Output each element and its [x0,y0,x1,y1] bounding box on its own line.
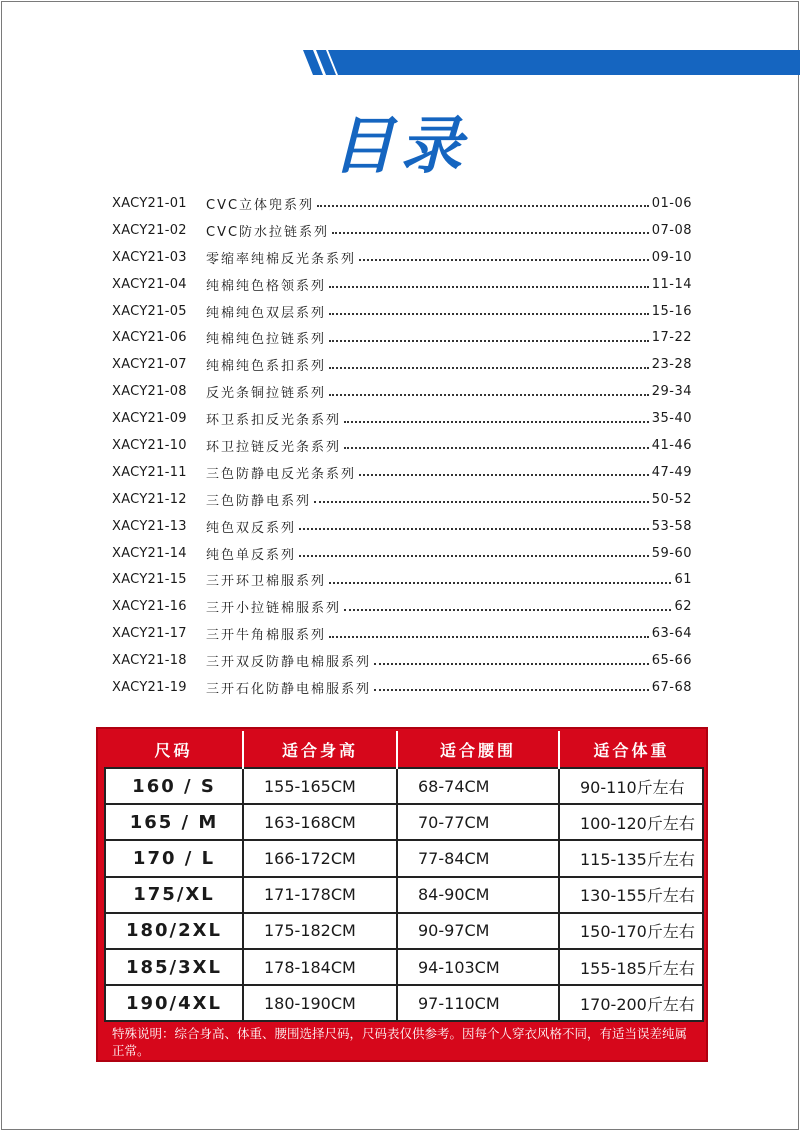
toc-code: XACY21-10 [112,437,187,453]
size-cell: 180/2XL [105,913,243,949]
toc-pages: 62 [674,599,692,615]
toc-name: 零缩率纯棉反光条系列 [206,251,357,267]
toc-pages: 50-52 [651,491,692,507]
toc-entry[interactable] [112,486,692,513]
table-row [105,804,703,840]
toc-leader-dots [329,367,649,369]
toc-pages: 53-58 [651,518,692,534]
height-cell: 155-165CM [243,768,397,804]
toc-pages: 61 [674,572,692,588]
weight-cell: 100-120斤左右 [559,804,703,840]
table-row [105,877,703,913]
header-waist: 适合腰围 [397,731,559,768]
waist-cell: 97-110CM [397,985,559,1021]
toc-pages: 07-08 [651,222,692,238]
toc-leader-dots [359,259,649,261]
toc-leader-dots [329,313,649,315]
toc-entry[interactable] [112,566,692,593]
toc-code: XACY21-06 [112,330,187,346]
toc-leader-dots [329,582,671,584]
toc-entry[interactable] [112,217,692,244]
toc-name: 反光条铜拉链系列 [206,386,327,402]
toc-pages: 17-22 [651,330,692,346]
toc-name: 三开石化防静电棉服系列 [206,681,372,697]
header-height: 适合身高 [243,731,397,768]
size-cell: 185/3XL [105,949,243,985]
height-cell: 178-184CM [243,949,397,985]
toc-name: 三开环卫棉服系列 [206,574,327,590]
toc-entry[interactable] [112,593,692,620]
size-cell: 190/4XL [105,985,243,1021]
toc-leader-dots [299,528,649,530]
toc-entry[interactable] [112,244,692,271]
toc-name: 环卫拉链反光条系列 [206,439,342,455]
header-weight: 适合体重 [559,731,703,768]
toc-leader-dots [299,555,649,557]
table-row [105,840,703,876]
toc-leader-dots [329,636,649,638]
toc-code: XACY21-12 [112,491,187,507]
toc-leader-dots [374,689,649,691]
toc-entry[interactable] [112,513,692,540]
size-table-header [105,731,703,768]
height-cell: 166-172CM [243,840,397,876]
toc-pages: 15-16 [651,303,692,319]
toc-pages: 41-46 [651,437,692,453]
table-of-contents [112,190,692,701]
waist-cell: 90-97CM [397,913,559,949]
toc-entry[interactable] [112,459,692,486]
toc-leader-dots [374,663,649,665]
toc-pages: 29-34 [651,384,692,400]
toc-leader-dots [344,447,649,449]
height-cell: 180-190CM [243,985,397,1021]
toc-entry[interactable] [112,432,692,459]
weight-cell: 155-185斤左右 [559,949,703,985]
toc-name: 三开双反防静电棉服系列 [206,655,372,671]
toc-pages: 11-14 [651,276,692,292]
table-row [105,985,703,1021]
size-chart [96,727,708,1062]
toc-entry[interactable] [112,405,692,432]
toc-pages: 23-28 [651,357,692,373]
waist-cell: 70-77CM [397,804,559,840]
toc-name: 环卫系扣反光条系列 [206,413,342,429]
toc-name: 三色防静电反光条系列 [206,466,357,482]
toc-code: XACY21-15 [112,572,187,588]
toc-code: XACY21-04 [112,276,187,292]
toc-entry[interactable] [112,378,692,405]
toc-entry[interactable] [112,190,692,217]
toc-code: XACY21-08 [112,384,187,400]
size-cell: 170 / L [105,840,243,876]
toc-pages: 63-64 [651,626,692,642]
toc-entry[interactable] [112,324,692,351]
table-row [105,768,703,804]
toc-name: CVC立体兜系列 [206,197,315,213]
toc-code: XACY21-11 [112,464,187,480]
toc-leader-dots [317,205,649,207]
toc-leader-dots [344,421,649,423]
toc-name: 纯棉纯色系扣系列 [206,359,327,375]
waist-cell: 94-103CM [397,949,559,985]
toc-name: 纯棉纯色拉链系列 [206,332,327,348]
height-cell: 163-168CM [243,804,397,840]
weight-cell: 130-155斤左右 [559,877,703,913]
toc-entry[interactable] [112,271,692,298]
toc-code: XACY21-07 [112,357,187,373]
toc-name: 三开牛角棉服系列 [206,628,327,644]
toc-name: 纯色单反系列 [206,547,297,563]
header-stripes [0,0,800,90]
waist-cell: 77-84CM [397,840,559,876]
toc-code: XACY21-18 [112,653,187,669]
toc-code: XACY21-02 [112,222,187,238]
size-table [104,731,704,1022]
size-cell: 165 / M [105,804,243,840]
toc-pages: 47-49 [651,464,692,480]
toc-name: 三色防静电系列 [206,493,312,509]
toc-code: XACY21-19 [112,679,187,695]
toc-pages: 35-40 [651,411,692,427]
toc-leader-dots [329,394,649,396]
waist-cell: 68-74CM [397,768,559,804]
toc-leader-dots [329,340,649,342]
weight-cell: 150-170斤左右 [559,913,703,949]
height-cell: 175-182CM [243,913,397,949]
page-title: 目录 [331,109,468,182]
stripe-main-band [328,50,800,75]
toc-code: XACY21-05 [112,303,187,319]
toc-leader-dots [314,501,649,503]
header-size: 尺码 [105,731,243,768]
toc-entry[interactable] [112,298,692,325]
toc-entry[interactable] [112,647,692,674]
toc-pages: 59-60 [651,545,692,561]
toc-leader-dots [332,232,649,234]
toc-entry[interactable] [112,674,692,701]
special-note: 特殊说明：综合身高、体重、腰围选择尺码，尺码表仅供参考。因每个人穿衣风格不同，有适当误差纯属正常。 [112,1026,688,1058]
toc-leader-dots [329,286,649,288]
table-row [105,949,703,985]
height-cell: 171-178CM [243,877,397,913]
toc-pages: 09-10 [651,249,692,265]
toc-code: XACY21-01 [112,195,187,211]
toc-code: XACY21-14 [112,545,187,561]
size-cell: 160 / S [105,768,243,804]
table-row [105,913,703,949]
toc-code: XACY21-09 [112,411,187,427]
toc-leader-dots [344,609,671,611]
waist-cell: 84-90CM [397,877,559,913]
weight-cell: 90-110斤左右 [559,768,703,804]
toc-code: XACY21-13 [112,518,187,534]
toc-name: 纯色双反系列 [206,520,297,536]
toc-entry[interactable] [112,540,692,567]
toc-entry[interactable] [112,620,692,647]
toc-code: XACY21-17 [112,626,187,642]
toc-name: CVC防水拉链系列 [206,224,330,240]
toc-entry[interactable] [112,351,692,378]
toc-pages: 65-66 [651,653,692,669]
size-cell: 175/XL [105,877,243,913]
toc-name: 纯棉纯色双层系列 [206,305,327,321]
toc-code: XACY21-03 [112,249,187,265]
toc-name: 纯棉纯色格领系列 [206,278,327,294]
weight-cell: 115-135斤左右 [559,840,703,876]
toc-code: XACY21-16 [112,599,187,615]
toc-pages: 01-06 [651,195,692,211]
weight-cell: 170-200斤左右 [559,985,703,1021]
toc-name: 三开小拉链棉服系列 [206,601,342,617]
toc-pages: 67-68 [651,679,692,695]
toc-leader-dots [359,474,649,476]
